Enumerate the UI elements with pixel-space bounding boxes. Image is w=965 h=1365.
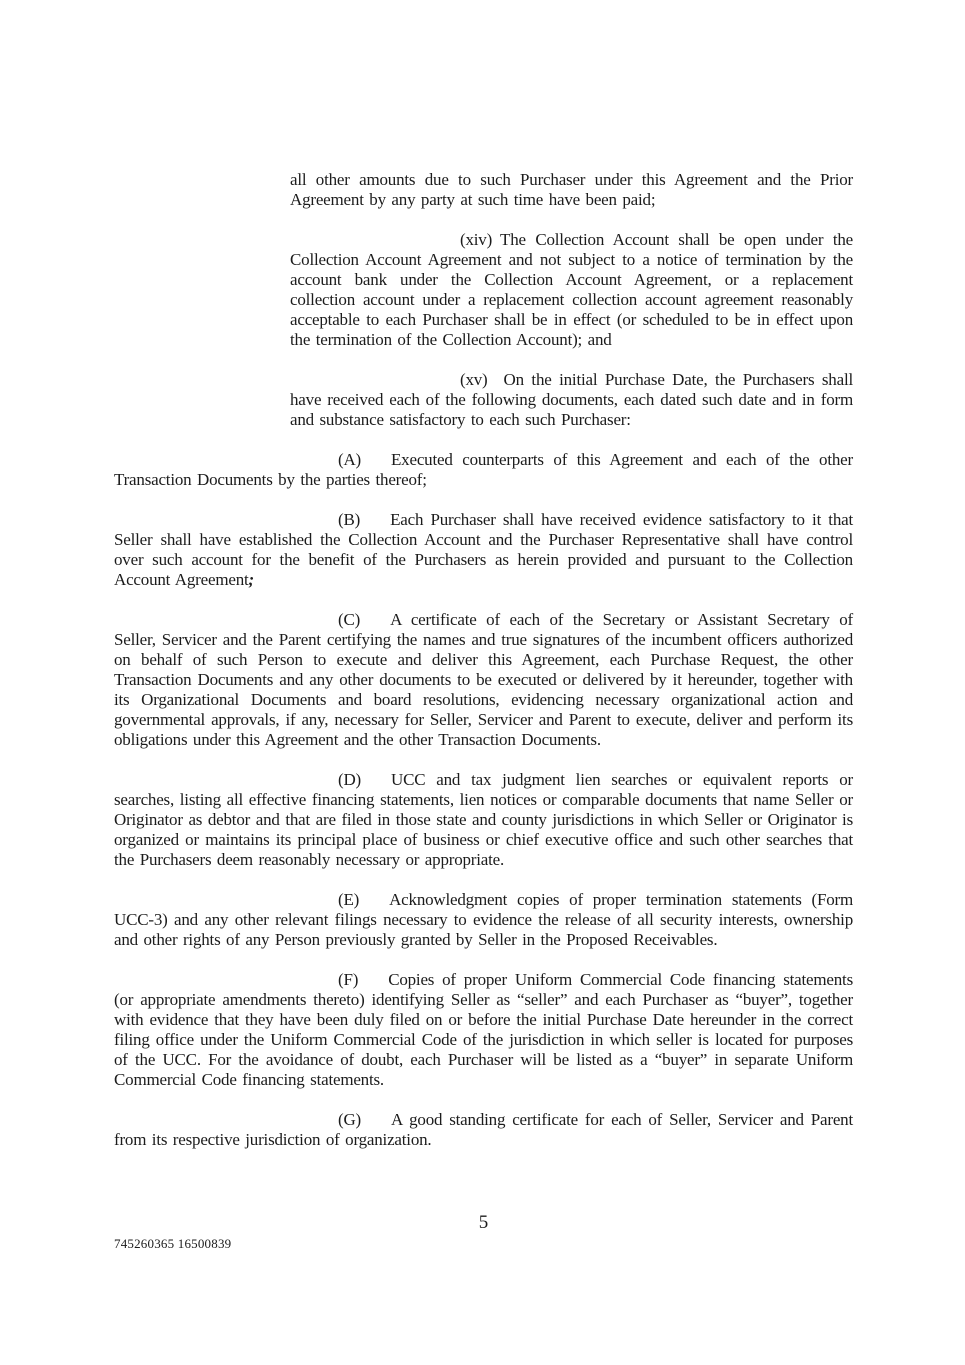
subclause-b (114, 510, 853, 590)
subclause-f (114, 970, 853, 1090)
subclause-label: (D) (338, 770, 361, 789)
paragraph-text: all other amounts due to such Purchaser under this Agreement and the Prior Agreement by any party at such time have been paid; (290, 170, 853, 209)
subclause-a (114, 450, 853, 490)
page-number: 5 (478, 1212, 489, 1233)
subclause-g (114, 1110, 853, 1150)
paragraph-text: A good standing certificate for each of Seller, Servicer and Parent from its respective jurisdiction of organization. (114, 1110, 853, 1149)
paragraph-text: The Collection Account shall be open under the Collection Account Agreement and not subject to a notice of termination by the account bank under the Collection Account Agreement, or a replacement collection account under a replacement collection account agreement reasonably acceptable to each Purchaser shall be in effect (or scheduled to be in effect upon the termination of the Collection Account); and (290, 230, 853, 349)
subclause-e (114, 890, 853, 950)
paragraph-text: Each Purchaser shall have received evidence satisfactory to it that Seller shall have established the Collection Account and the Purchaser Representative shall have control over such account for the benefit of the Purchasers as herein provided and pursuant to the Collection Account Agreement (114, 510, 853, 589)
subclause-label: (F) (338, 970, 359, 989)
clause-label: (xv) (460, 370, 488, 389)
paragraph-text: Copies of proper Uniform Commercial Code financing statements (or appropriate amendments thereto) identifying Seller as “seller” and each Purchaser as “buyer”, together with evidence that they have been duly filed on or before the initial Purchase Date hereunder in the correct filing office under the Uniform Commercial Code of the jurisdiction in which seller is located for purposes of the UCC. For the avoidance of doubt, each Purchaser will be listed as a “buyer” in separate Uniform Commercial Code financing statements. (114, 970, 853, 1089)
paragraph-text: A certificate of each of the Secretary or Assistant Secretary of Seller, Servicer and the Parent certifying the names and true signatures of the incumbent officers authorized on behalf of such Person to execute and deliver this Agreement, each Purchase Request, the other Transaction Documents and any other documents to be executed or delivered by it hereunder, together with its Organizational Documents and board resolutions, evidencing necessary organizational action and governmental approvals, if any, necessary for Seller, Servicer and Parent to execute, deliver and perform its obligations under this Agreement and the other Transaction Documents. (114, 610, 853, 749)
document-id-footer: 745260365 16500839 (114, 1236, 232, 1251)
clause-label: (xiv) (460, 230, 493, 249)
subclause-label: (A) (338, 450, 361, 469)
paragraph-text: Acknowledgment copies of proper termination statements (Form UCC-3) and any other relevant filings necessary to evidence the release of all security interests, ownership and other rights of any Person previously granted by Seller in the Proposed Receivables. (114, 890, 853, 949)
paragraph-text: On the initial Purchase Date, the Purchasers shall have received each of the following documents, each dated such date and in form and substance satisfactory to each such Purchaser: (290, 370, 853, 429)
subclause-c (114, 610, 853, 750)
paragraph-text: Executed counterparts of this Agreement and each of the other Transaction Documents by the parties thereof; (114, 450, 853, 489)
clause-xv (290, 370, 853, 430)
subclause-label: (G) (338, 1110, 361, 1129)
paragraph-continuation (290, 170, 853, 210)
subclause-d (114, 770, 853, 870)
subclause-label: (E) (338, 890, 360, 909)
subclause-label: (B) (338, 510, 361, 529)
subclause-label: (C) (338, 610, 361, 629)
clause-xiv (290, 230, 853, 350)
document-body (114, 170, 853, 1170)
bold-semicolon: ; (248, 570, 254, 589)
paragraph-text: UCC and tax judgment lien searches or equivalent reports or searches, listing all effective financing statements, lien notices or comparable documents that name Seller or Originator as debtor and that are filed in those state and county jurisdictions in which Seller or Originator is organized or maintains its principal place of business or chief executive office and such other searches that the Purchasers deem reasonably necessary or appropriate. (114, 770, 853, 869)
